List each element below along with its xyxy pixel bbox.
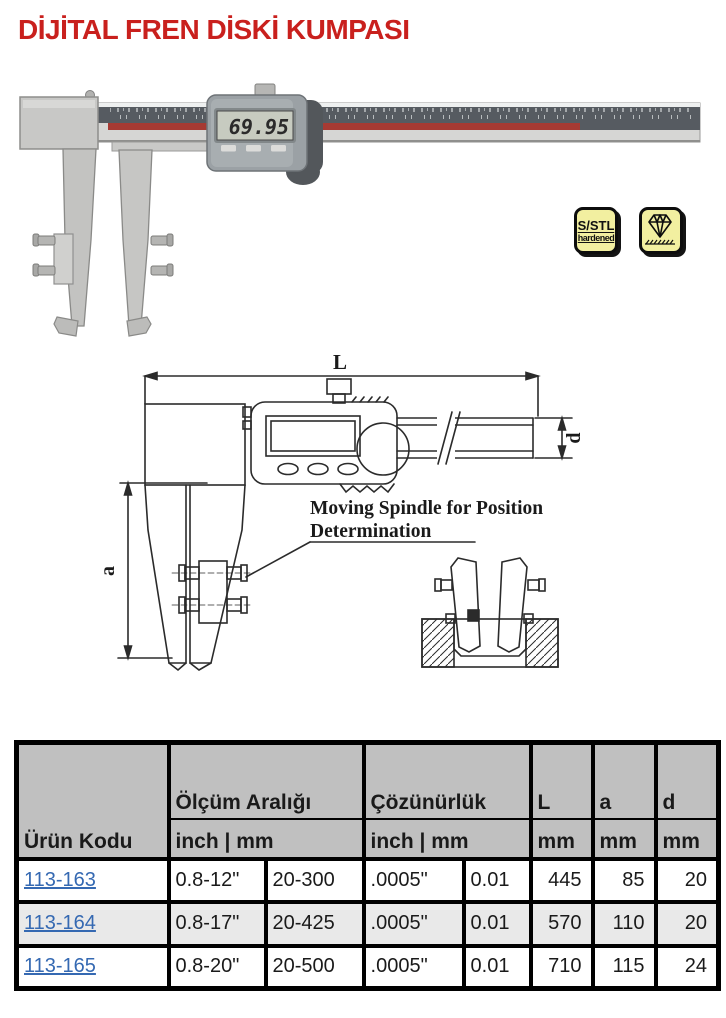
cell-range-mm: 20-500 (266, 946, 364, 989)
diagram-jaws (145, 485, 245, 670)
table-row (17, 946, 719, 989)
cell-L: 710 (531, 946, 593, 989)
diagram-beam (397, 412, 533, 464)
spec-table (14, 740, 721, 991)
cell-res-inch: .0005" (364, 902, 464, 946)
col-header-product-code: Ürün Kodu (17, 743, 169, 859)
dimension-a (118, 483, 207, 658)
cell-range-inch: 0.8-20" (169, 946, 266, 989)
display-buttons (221, 145, 286, 152)
cell-d: 20 (656, 859, 719, 902)
disc-cross-section (422, 558, 558, 667)
carbide-badge (639, 207, 683, 254)
fixed-jaw (33, 149, 96, 336)
dim-label-a: a (97, 566, 119, 576)
annotation-leader (246, 542, 475, 577)
cell-res-inch: .0005" (364, 859, 464, 902)
cell-a: 115 (593, 946, 656, 989)
thumb-roller (255, 84, 275, 96)
cell-L: 570 (531, 902, 593, 946)
col-header-a: a (593, 743, 656, 819)
product-photo (0, 70, 726, 352)
cell-range-inch: 0.8-12" (169, 859, 266, 902)
cell-res-inch: .0005" (364, 946, 464, 989)
sstl-label: S/STL (577, 217, 615, 233)
product-link-113-165[interactable]: 113-165 (24, 955, 96, 978)
cell-L: 445 (531, 859, 593, 902)
cell-product-code (17, 902, 169, 946)
product-link-113-163[interactable]: 113-163 (24, 868, 96, 891)
fixed-jaw-pins (33, 234, 55, 276)
cell-a: 85 (593, 859, 656, 902)
col-header-L: L (531, 743, 593, 819)
cell-a: 110 (593, 902, 656, 946)
subheader-range-units: inch | mm (169, 819, 364, 859)
cell-res-mm: 0.01 (464, 859, 531, 902)
technical-diagram (0, 352, 726, 732)
cell-res-mm: 0.01 (464, 946, 531, 989)
hatch-ground (645, 240, 675, 244)
subheader-a-unit: mm (593, 819, 656, 859)
cell-range-mm: 20-425 (266, 902, 364, 946)
subheader-L-unit: mm (531, 819, 593, 859)
diamond-icon (642, 210, 678, 248)
digital-display-unit (207, 84, 323, 185)
cell-res-mm: 0.01 (464, 902, 531, 946)
table-row (17, 902, 719, 946)
product-link-113-164[interactable]: 113-164 (24, 912, 96, 934)
hardened-label: hardened (577, 232, 615, 243)
cell-d: 20 (656, 902, 719, 946)
caliper-photo-illustration (0, 70, 726, 352)
lcd-value: 69.95 (228, 115, 289, 139)
diagram-drawing (0, 352, 726, 732)
annotation-line1: Moving Spindle for Position (310, 498, 544, 519)
moving-jaw-pins (151, 234, 173, 276)
dim-label-d: d (563, 432, 585, 444)
table-row (17, 859, 719, 902)
cell-product-code (17, 859, 169, 902)
cell-range-mm: 20-300 (266, 859, 364, 902)
subheader-d-unit: mm (656, 819, 719, 859)
cell-d: 24 (656, 946, 719, 989)
diagram-head-block (145, 404, 245, 485)
annotation-line2: Determination (310, 521, 432, 542)
fixed-head-block (20, 91, 98, 150)
dim-label-L: L (332, 352, 348, 374)
moving-jaw (119, 150, 173, 336)
caliper-beam (55, 103, 700, 143)
diagram-display (243, 379, 409, 492)
cell-range-inch: 0.8-17" (169, 902, 266, 946)
page-title: DİJİTAL FREN DİSKİ KUMPASI (18, 14, 410, 45)
col-header-measuring-range: Ölçüm Aralığı (169, 743, 364, 819)
col-header-d: d (656, 743, 719, 819)
cell-product-code (17, 946, 169, 989)
col-header-resolution: Çözünürlük (364, 743, 531, 819)
diagram-spindle (172, 561, 253, 623)
subheader-resolution-units: inch | mm (364, 819, 531, 859)
sstl-hardened-badge (574, 207, 618, 254)
